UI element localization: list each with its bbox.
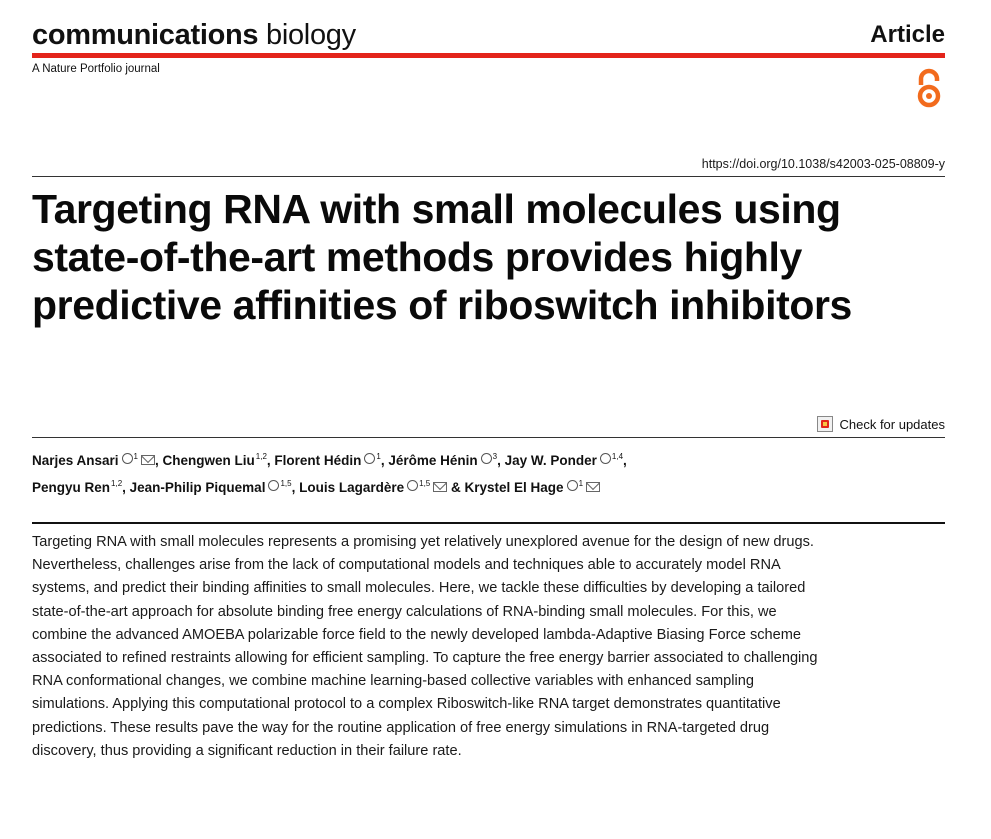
author-affiliation: 1,2 [255, 452, 267, 461]
author-list [32, 445, 942, 499]
author-affiliation: 1 [133, 452, 138, 461]
author-affiliation: 1,5 [280, 479, 292, 488]
orcid-icon[interactable] [268, 480, 279, 491]
author-entry[interactable] [32, 453, 155, 468]
article-title: Targeting RNA with small molecules using state-of-the-art methods provides highly predictive affinities of riboswitch inhibitors [32, 186, 852, 328]
authors-divider [32, 437, 945, 438]
abstract-text: Targeting RNA with small molecules represents a promising yet relatively unexplored avenue for the design of new drugs. Nevertheless, challenges arise from the lack of computational models and techniques able to accurately model RNA systems, and predict their binding affinities to small molecules. Here, we tackle these difficulties by developing a tailored state-of-the-art approach for absolute binding free energy calculations of RNA-binding small molecules. For this, we combine the advanced AMOEBA polarizable force field to the newly developed lambda-Adaptive Biasing Force scheme associated to refined restraints allowing for efficient sampling. To capture the free energy barrier associated to challenging RNA conformational changes, we combine machine learning-based collective variables with enhanced sampling simulations. Applying this computational protocol to a complex Riboswitch-like RNA target demonstrates quantitative predictions. These results pave the way for the routine application of free energy simulations in RNA-targeted drug discovery, thus providing a significant reduction in their failure rate. [32, 534, 818, 759]
doi-link[interactable]: https://doi.org/10.1038/s42003-025-08809-y [701, 157, 945, 171]
open-access-icon[interactable] [913, 68, 945, 108]
author-separator: , [380, 453, 389, 468]
abstract-divider [32, 522, 945, 524]
email-icon[interactable] [586, 482, 600, 492]
journal-name[interactable] [32, 18, 356, 52]
author-affiliation: 1 [578, 479, 584, 488]
author-separator: , [291, 480, 300, 495]
author-name: Jay W. Ponder [504, 453, 597, 468]
author-entry[interactable] [388, 453, 497, 468]
article-type-label: Article [870, 21, 945, 48]
author-name: Krystel El Hage [464, 480, 564, 495]
check-updates-label: Check for updates [839, 416, 945, 432]
author-affiliation: 1,2 [111, 479, 123, 488]
author-affiliation: 1,4 [611, 452, 624, 461]
email-icon[interactable] [433, 482, 447, 492]
journal-name-bold: communications [32, 19, 259, 51]
author-entry[interactable] [299, 480, 447, 495]
author-separator: & [447, 480, 465, 495]
author-separator: , [155, 453, 163, 468]
author-entry[interactable] [163, 453, 267, 468]
orcid-icon[interactable] [600, 453, 611, 464]
orcid-icon[interactable] [407, 480, 418, 491]
orcid-icon[interactable] [122, 453, 133, 464]
orcid-icon[interactable] [364, 453, 375, 464]
author-name: Narjes Ansari [32, 453, 119, 468]
author-entry[interactable] [505, 453, 623, 468]
orcid-icon[interactable] [481, 453, 492, 464]
author-separator: , [122, 480, 130, 495]
author-separator: , [497, 453, 505, 468]
author-name: Florent Hédin [274, 453, 362, 468]
author-name: Pengyu Ren [32, 480, 111, 495]
author-entry[interactable] [32, 480, 122, 495]
check-for-updates-button[interactable] [817, 416, 945, 432]
author-name: Louis Lagardère [299, 480, 405, 495]
check-updates-icon [817, 416, 833, 432]
author-name: Jérôme Hénin [388, 453, 478, 468]
orcid-icon[interactable] [567, 480, 578, 491]
journal-header [32, 18, 945, 58]
portfolio-label: A Nature Portfolio journal [32, 63, 160, 75]
author-separator: , [623, 453, 627, 468]
author-name: Jean-Philip Piquemal [129, 480, 266, 495]
author-entry[interactable] [130, 480, 292, 495]
author-separator: , [266, 453, 275, 468]
author-entry[interactable] [274, 453, 380, 468]
author-affiliation: 1,5 [419, 479, 431, 488]
author-name: Chengwen Liu [162, 453, 255, 468]
author-entry[interactable] [465, 480, 601, 495]
header-red-rule [32, 53, 945, 58]
author-affiliation: 1 [376, 452, 381, 461]
journal-name-light: biology [266, 19, 356, 51]
doi-divider [32, 176, 945, 177]
author-affiliation: 3 [492, 452, 498, 461]
email-icon[interactable] [141, 455, 155, 465]
